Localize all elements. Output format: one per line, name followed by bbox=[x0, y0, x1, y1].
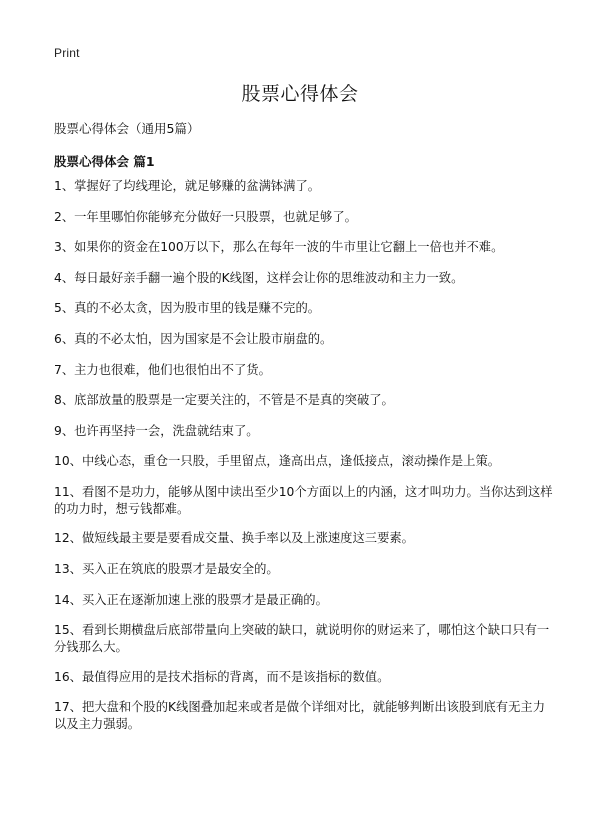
list-item: 3、如果你的资金在100万以下，那么在每年一波的牛市里让它翻上一倍也并不难。 bbox=[54, 240, 504, 255]
list-item: 17、把大盘和个股的K线图叠加起来或者是做个详细对比，就能够判断出该股到底有无主力以及主力强弱。 bbox=[54, 700, 545, 732]
list-item: 12、做短线最主要是要看成交量、换手率以及上涨速度这三要素。 bbox=[54, 531, 414, 546]
document-subtitle: 股票心得体会（通用5篇） bbox=[54, 121, 200, 136]
list-item: 8、底部放量的股票是一定要关注的，不管是不是真的突破了。 bbox=[54, 393, 394, 408]
list-item: 11、看图不是功力，能够从图中读出至少10个方面以上的内涵，这才叫功力。当你达到这样的功力时，想亏钱都难。 bbox=[54, 484, 553, 516]
list-item: 5、真的不必太贪，因为股市里的钱是赚不完的。 bbox=[54, 301, 321, 316]
list-item: 13、买入正在筑底的股票才是最安全的。 bbox=[54, 562, 279, 577]
list-item: 7、主力也很难，他们也很怕出不了货。 bbox=[54, 362, 271, 377]
list-item: 4、每日最好亲手翻一遍个股的K线图，这样会让你的思维波动和主力一致。 bbox=[54, 270, 464, 285]
list-item: 14、买入正在逐渐加速上涨的股票才是最正确的。 bbox=[54, 592, 328, 607]
list-item: 16、最值得应用的是技术指标的背离，而不是该指标的数值。 bbox=[54, 669, 390, 684]
section-heading: 股票心得体会 篇1 bbox=[54, 154, 155, 169]
list-item: 2、一年里哪怕你能够充分做好一只股票，也就足够了。 bbox=[54, 209, 357, 224]
tips-list bbox=[54, 178, 554, 746]
list-item: 1、掌握好了均线理论，就足够赚的盆满钵满了。 bbox=[54, 179, 321, 193]
list-item: 9、也许再坚持一会，洗盘就结束了。 bbox=[54, 423, 259, 438]
list-item: 10、中线心态，重仓一只股，手里留点，逢高出点，逢低接点，滚动操作是上策。 bbox=[54, 454, 501, 469]
page-title: 股票心得体会 bbox=[241, 83, 359, 105]
list-item: 6、真的不必太怕，因为国家是不会让股市崩盘的。 bbox=[54, 331, 333, 346]
list-item: 15、看到长期横盘后底部带量向上突破的缺口，就说明你的财运来了，哪怕这个缺口只有一分钱那么大。 bbox=[54, 623, 550, 655]
print-link[interactable]: Print bbox=[54, 46, 80, 60]
